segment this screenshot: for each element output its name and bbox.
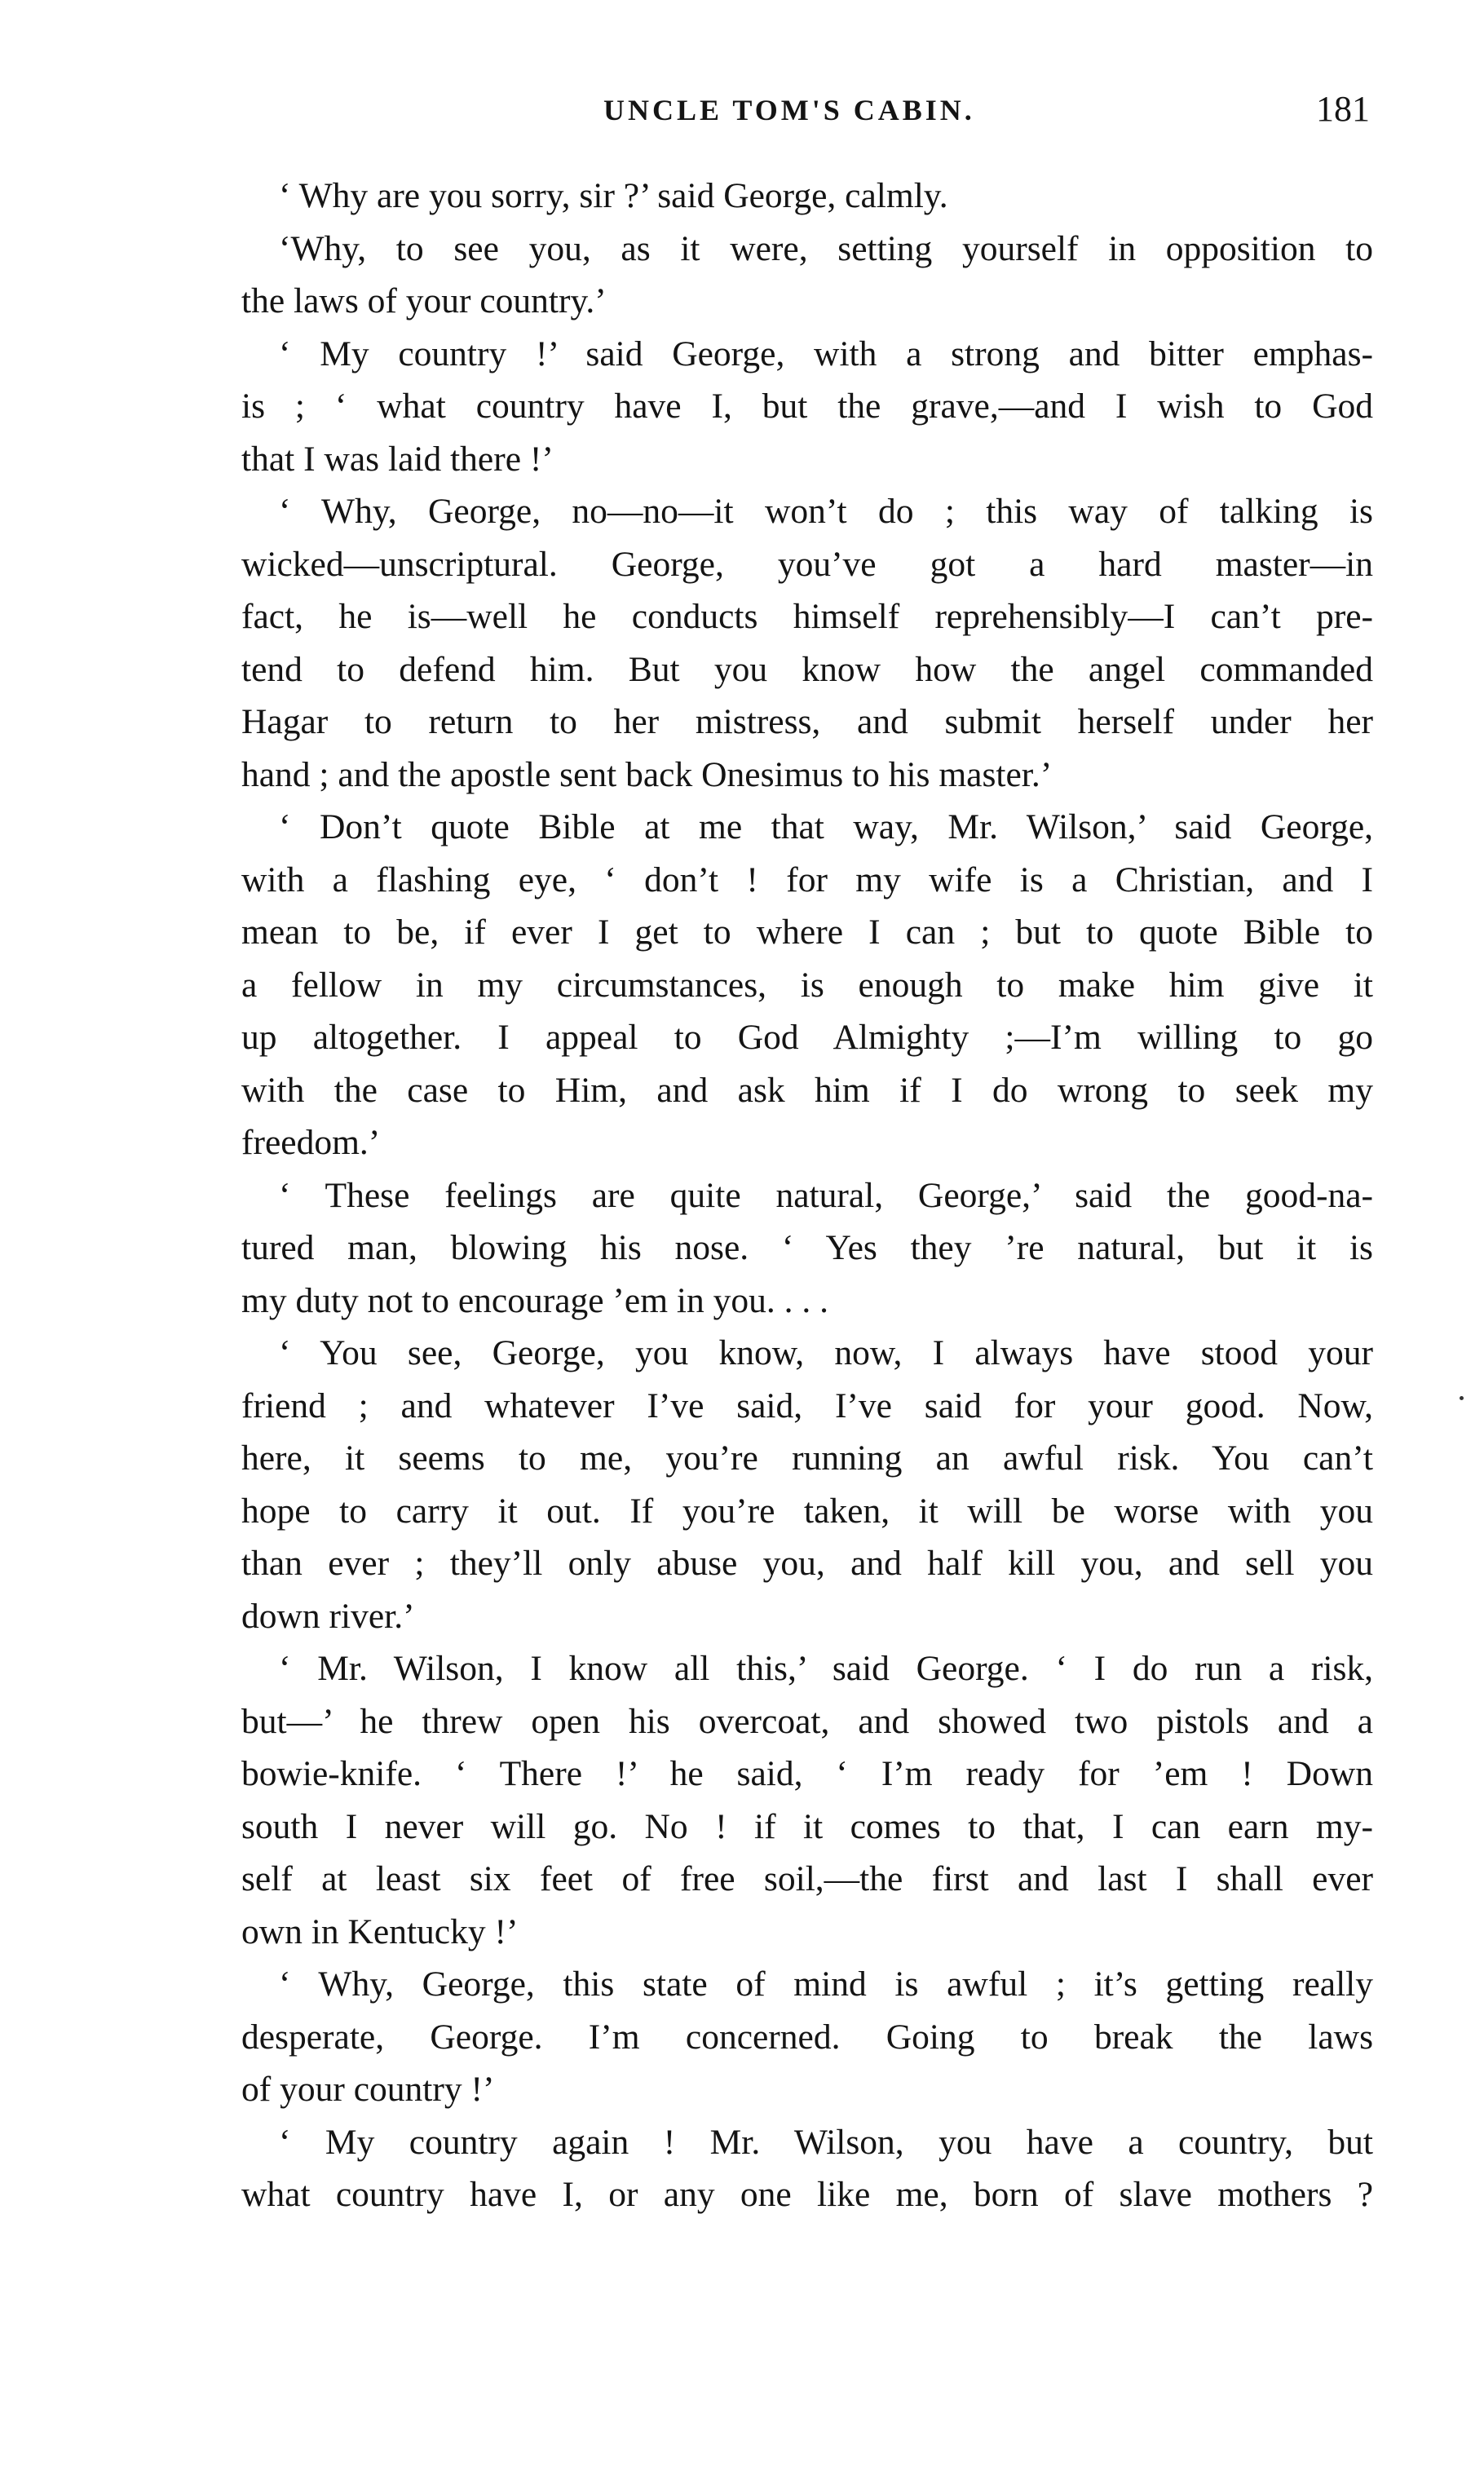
text-line: ‘ My country again ! Mr. Wilson, you have a country, but <box>279 2122 1373 2162</box>
text-line: own in Kentucky !’ <box>241 1911 519 1951</box>
text-line: fact, he is—well he conducts himself reprehensibly—I can’t pre- <box>241 597 1373 636</box>
margin-speck <box>1460 1396 1464 1400</box>
text-line: ‘ You see, George, you know, now, I always have stood your <box>279 1333 1373 1372</box>
body-text <box>241 170 1373 2221</box>
text-line: of your country !’ <box>241 2070 495 2109</box>
text-line: my duty not to encourage ’em in you. . . . <box>241 1280 829 1320</box>
text-line: ‘ Don’t quote Bible at me that way, Mr. Wilson,’ said George, <box>279 807 1373 846</box>
text-line: down river.’ <box>241 1596 415 1636</box>
text-line: that I was laid there !’ <box>241 439 554 479</box>
text-line: is ; ‘ what country have I, but the grave,—and I wish to God <box>241 387 1373 426</box>
text-line: self at least six feet of free soil,—the first and last I shall ever <box>241 1859 1373 1898</box>
text-line: hand ; and the apostle sent back Onesimus to his master.’ <box>241 754 1053 794</box>
text-line: ‘ Mr. Wilson, I know all this,’ said George. ‘ I do run a risk, <box>279 1649 1373 1688</box>
text-line: bowie-knife. ‘ There !’ he said, ‘ I’m ready for ’em ! Down <box>241 1754 1373 1793</box>
text-line: Hagar to return to her mistress, and submit herself under her <box>241 702 1373 741</box>
text-line: freedom.’ <box>241 1123 381 1162</box>
text-line: the laws of your country.’ <box>241 281 607 320</box>
text-line: what country have I, or any one like me, born of slave mothers ? <box>241 2175 1373 2214</box>
running-head <box>236 88 1370 137</box>
text-line: hope to carry it out. If you’re taken, it will be worse with you <box>241 1491 1373 1531</box>
text-line: desperate, George. I’m concerned. Going to break the laws <box>241 2017 1373 2057</box>
text-line: with the case to Him, and ask him if I do wrong to seek my <box>241 1070 1373 1110</box>
text-line: friend ; and whatever I’ve said, I’ve said for your good. Now, <box>241 1385 1373 1425</box>
page-number: 181 <box>1316 89 1370 129</box>
text-line: ‘ Why, George, this state of mind is awful ; it’s getting really <box>279 1964 1373 2004</box>
text-line: ‘Why, to see you, as it were, setting yourself in opposition to <box>279 228 1373 268</box>
text-line: south I never will go. No ! if it comes to that, I can earn my- <box>241 1806 1373 1846</box>
text-line: up altogether. I appeal to God Almighty ;—I’m willing to go <box>241 1018 1373 1057</box>
text-line: than ever ; they’ll only abuse you, and half kill you, and sell you <box>241 1544 1373 1583</box>
text-line: tend to defend him. But you know how the angel commanded <box>241 649 1373 689</box>
text-line: tured man, blowing his nose. ‘ Yes they ’re natural, but it is <box>241 1228 1373 1267</box>
text-line: a fellow in my circumstances, is enough to make him give it <box>241 965 1373 1005</box>
running-title: UNCLE TOM'S CABIN. <box>603 94 975 126</box>
text-line: ‘ These feelings are quite natural, George,’ said the good-na- <box>279 1175 1373 1215</box>
text-line: wicked—unscriptural. George, you’ve got a hard master—in <box>241 544 1373 584</box>
text-line: here, it seems to me, you’re running an awful risk. You can’t <box>241 1438 1373 1478</box>
text-line: mean to be, if ever I get to where I can ; but to quote Bible to <box>241 913 1373 952</box>
text-line: ‘ Why are you sorry, sir ?’ said George, calmly. <box>279 176 948 215</box>
text-line: with a flashing eye, ‘ don’t ! for my wife is a Christian, and I <box>241 860 1373 899</box>
text-line: but—’ he threw open his overcoat, and showed two pistols and a <box>241 1701 1373 1741</box>
text-line: ‘ My country !’ said George, with a strong and bitter emphas- <box>279 334 1373 373</box>
text-line: ‘ Why, George, no—no—it won’t do ; this way of talking is <box>279 492 1373 531</box>
